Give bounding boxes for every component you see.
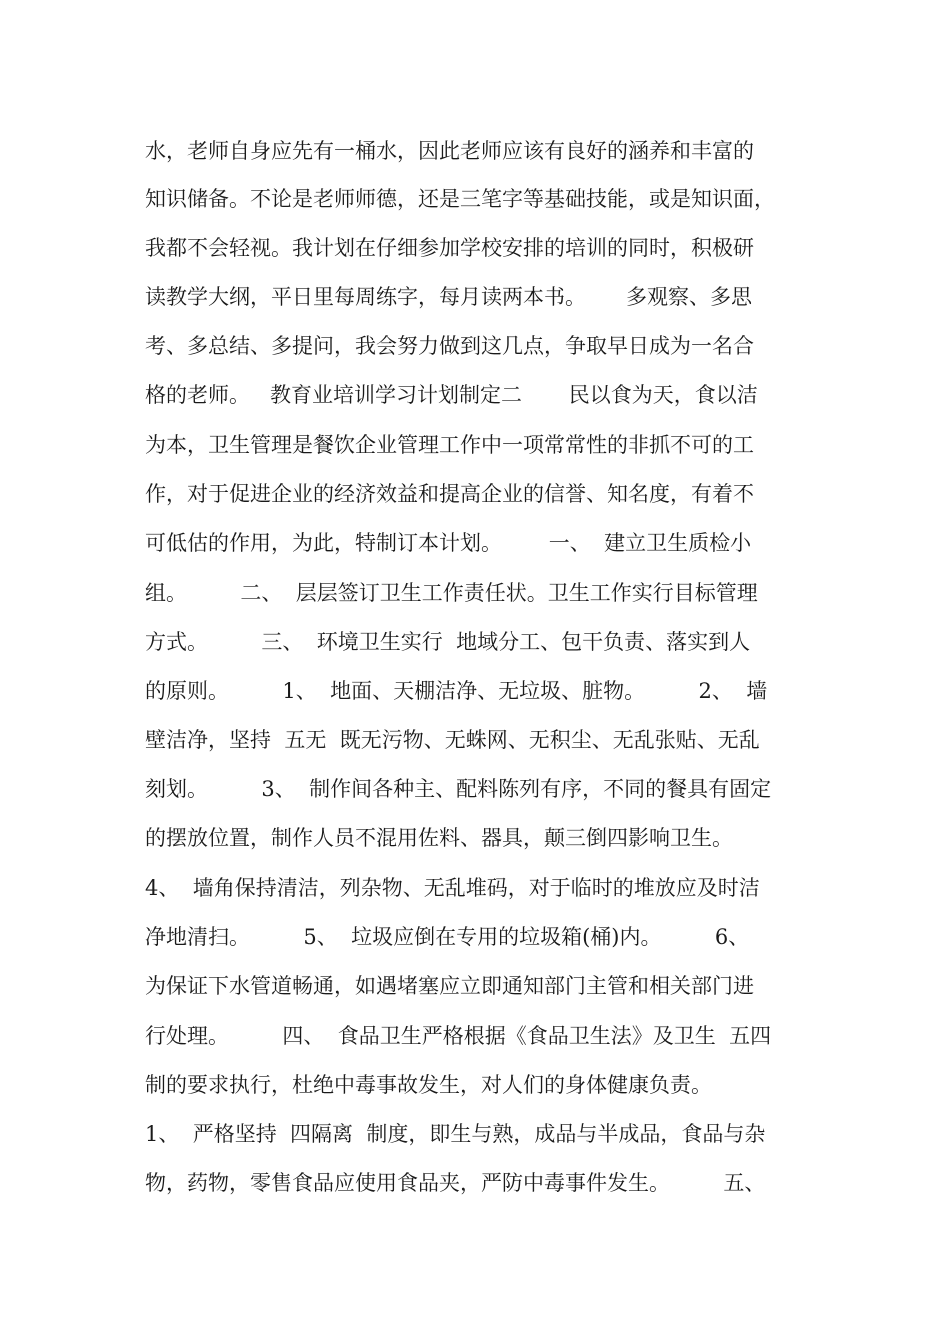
text-line: 物，药物，零售食品应使用食品夹，严防中毒事件发生。 五、 <box>145 1171 766 1195</box>
text-line: 为保证下水管道畅通，如遇堵塞应立即通知部门主管和相关部门进 <box>145 974 754 998</box>
text-line: 考、多总结、多提问，我会努力做到这几点，争取早日成为一名合 <box>145 334 754 358</box>
text-line: 行处理。 四、 食品卫生严格根据《食品卫生法》及卫生 五四 <box>145 1024 772 1048</box>
text-line: 制的要求执行，杜绝中毒事故发生，对人们的身体健康负责。 <box>145 1073 712 1097</box>
text-line: 水，老师自身应先有一桶水，因此老师应该有良好的涵养和丰富的 <box>145 139 754 163</box>
text-line: 组。 二、 层层签订卫生工作责任状。卫生工作实行目标管理 <box>145 581 758 605</box>
text-line: 净地清扫。 5、 垃圾应倒在专用的垃圾箱(桶)内。 6、 <box>145 925 750 949</box>
text-line: 我都不会轻视。我计划在仔细参加学校安排的培训的同时，积极研 <box>145 236 754 260</box>
text-line: 知识储备。不论是老师师德，还是三笔字等基础技能，或是知识面， <box>145 187 775 211</box>
text-line: 可低估的作用，为此，特制订本计划。 一、 建立卫生质检小 <box>145 531 752 555</box>
text-line: 为本，卫生管理是餐饮企业管理工作中一项常常性的非抓不可的工 <box>145 433 754 457</box>
text-line: 1、 严格坚持 四隔离 制度，即生与熟，成品与半成品，食品与杂 <box>145 1122 766 1146</box>
text-line: 的摆放位置，制作人员不混用佐料、器具，颠三倒四影响卫生。 <box>145 826 733 850</box>
text-line: 格的老师。 教育业培训学习计划制定二 民以食为天，食以洁 <box>145 383 758 407</box>
text-line: 4、 墙角保持清洁，列杂物、无乱堆码，对于临时的堆放应及时洁 <box>145 876 760 900</box>
text-line: 方式。 三、 环境卫生实行 地域分工、包干负责、落实到人 <box>145 630 751 654</box>
text-line: 作，对于促进企业的经济效益和提高企业的信誉、知名度，有着不 <box>145 482 754 506</box>
text-line: 的原则。 1、 地面、天棚洁净、无垃圾、脏物。 2、 墙 <box>145 679 768 703</box>
text-line: 刻划。 3、 制作间各种主、配料陈列有序，不同的餐具有固定 <box>145 777 772 801</box>
text-line: 壁洁净，坚持 五无 既无污物、无蛛网、无积尘、无乱张贴、无乱 <box>145 728 760 752</box>
text-line: 读教学大纲，平日里每周练字，每月读两本书。 多观察、多思 <box>145 285 753 309</box>
